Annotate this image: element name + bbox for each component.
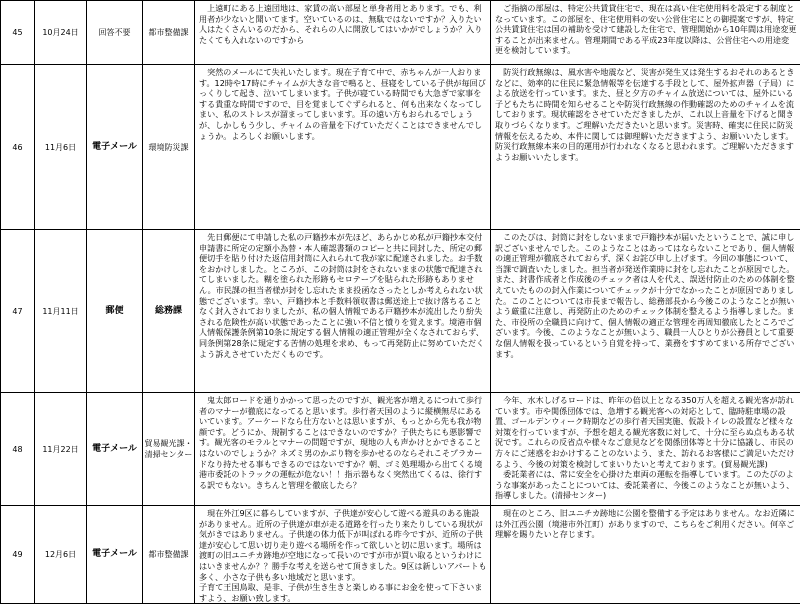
row-number: 49 — [1, 506, 35, 604]
row-opinion: 先日郵便にて申請した私の戸籍抄本が先ほど、あらかじめ私が戸籍抄本交付申請書に所定の定額小為替・本人確認書類のコピーと共に同封した、所定の郵便切手を貼り付けた返信用封筒に入れられて我が家に配達されました。お手数をおかけしました。ところが、この封筒は封をされないままの状態で配達されてしまいました。糊を塗られた形跡もセロテープを貼られた形跡もありません。市民課の担当者様が封をし忘れたまま投函なさったとしか考えられない状態でございます。幸い、戸籍抄本と手数料領収書は郵送途上で抜け落ちることなく封入されておりましたが、私の個人情報である戸籍抄本が流出したり紛失される危険性が高い状態であったことに強い不信と憤りを覚えます。境港市個人情報保護条例第10条に規定する個人情報の適正管理が全くなされておらず、同条例第28条に規定する苦情の処理を求め、もって再発防止に努めていただくよう訴えさせていただくものです。 — [195, 230, 491, 393]
table-row — [1, 230, 800, 393]
table-row — [1, 1, 800, 65]
row-number: 45 — [1, 1, 35, 65]
row-number: 48 — [1, 393, 35, 506]
row-method: 電子メール — [87, 393, 143, 506]
row-opinion: 現在外江9区に暮らしていますが、子供達が安心して遊べる遊具のある施設がありません。近所の子供達が車が走る道路を行ったり来たりしている現状が気がきではありません。子供達の体力低下が叫ばれる昨今ですが、近所の子供達が安心して思い切り走り遊べる場所を作って欲しいと切に思います。場所は渡町の旧ユニチカ跡地が空地になって長いのですが市が買い取るというわけにはいきませんか？？勝手な考えを送らせて頂きました。9区は新しいアパートも多く、小さな子供も多い地域だと思います。 子育て王国鳥取、是非、子供が生き生きと楽しめる事にお金を使って下さいますよう、お願い致します。 — [195, 506, 491, 604]
table-row — [1, 65, 800, 230]
row-reply: ご指摘の部屋は、特定公共賃貸住宅で、現在は高い住宅使用料を設定する制度となっています。この部屋を、住宅使用料の安い公営住宅にとの御提案ですが、特定公共賃貸住宅は国の補助を受けて建設した住宅で、管理開始から10年間は用途変更することが出来ません。管理期間である平成23年度以降は、公営住宅への用途変更を検討しています。 — [491, 1, 800, 65]
row-method: 回答不要 — [87, 1, 143, 65]
row-reply: 今年、水木しげるロードは、昨年の倍以上となる350万人を超える観光客が訪れています。市や関係団体では、急増する観光客への対応として、臨時駐車場の設置、ゴールデンウィーク時期などの歩行者天国実施、仮設トイレの設置など様々な対策を行っていますが、予想を超える観光客数に対して、十分に至らぬ点もある状況です。これらの反省点や様々なご意見などを関係団体等と十分に協議し、市民の方々にご迷惑をおかけすることのないよう、また、訪れるお客様にご満足いただけるよう、今後の対策を検討してまいりたいと考えております。(貿易観光課) 委託業者には、常に安全を心掛けた車両の運転を指導しています。このたびのような事案があったことについては、委託業者に、今後このようなことが無いよう、指導しました。(清掃センター) — [491, 393, 800, 506]
row-department: 総務課 — [143, 230, 195, 393]
row-department: 環境防災課 — [143, 65, 195, 230]
row-reply: 防災行政無線は、風水害や地震など、災害が発生又は発生するおそれのあるときなどに、効率的に住民に緊急情報等を伝達する手段として、屋外拡声器（子局）による放送を行っています。また、昼と夕方のチャイム放送については、屋外にいる子どもたちに時間を知らせることや防災行政無線の作動確認のためのチャイムを流しております。現状確認をさせていただきましたが、これ以上音量を下げると聞き取りづらくなります。ご理解いただきたいと思います。災害時、確実に住民に防災情報を伝えるため、本件に関しては御理解いただきますよう、お願いいたします。防災行政無線本来の目的運用が行われなくなると思われます。ご理解いただきますようお願いいたします。 — [491, 65, 800, 230]
row-opinion: 鬼太郎ロードを通りかかって思ったのですが、観光客が増えるにつれて歩行者のマナーが徹底になってると思います。歩行者天国のように縦横無尽にあるいています。アーケードなら仕方ないとは思いますが、もっとから先も我が物顔です。どうにか、規制することはできないのですか？子供たちにも悪影響です。観光客のモラルとマナーの問題ですが、現地の人も声かけとかできることはないのでしょうか？ネズミ男のかぶり物を歩かせるのならそれこそプラカードなり持たせる事もできるのではないですか？朝、ゴミ処理場から出てくる境港市委託のトラックの運転が危ない！！指示器もなく突然出てくるは、徐行する訳でもない。きちんと管理を徹底したら？ — [195, 393, 491, 506]
row-department: 貿易観光課・清掃センター — [143, 393, 195, 506]
row-date: 10月24日 — [35, 1, 87, 65]
row-date: 11月11日 — [35, 230, 87, 393]
row-number: 47 — [1, 230, 35, 393]
row-method: 電子メール — [87, 65, 143, 230]
row-opinion: 突然のメールにて失礼いたします。現在子育て中で、赤ちゃんが一人おります。12時や17時にチャイムが大きな音で鳴ると、昼寝をしている子供が毎回びっくりして起き、泣いてしまいます。子供が寝ている時間でも大急ぎで家事をする貴重な時間ですので、目を覚ましてぐずられると、何も出来なくなってしまい、私のストレスが溜まってしまいます。耳の遠い方もおられるでしょうが、しかしもう少し、チャイムの音量を下げていただくことはできませんでしょうか。よろしくお願いします。 — [195, 65, 491, 230]
table-row — [1, 393, 800, 506]
row-reply: このたびは、封筒に封をしないままで戸籍抄本が届いたということで、誠に申し訳ございませんでした。このようなことはあってはならないことであり、個人情報の適正管理が徹底されておらず、深くお詫び申し上げます。今回の事態について、当課で調査いたしました。担当者が発送作業時に封をし忘れたことが原因でした。また、封書作成者と作成後のチェック者は人を代え、誤送付防止のための体制を整えていたものの封入作業についてチェックが十分でなかったことが原因でありました。このことについては市長まで報告し、総務部長から今後このようなことが無いよう厳重に注意し、再発防止のためのチェック体制を整えるよう指導しました。また、市役所の全職員に向けて、個人情報の適正な管理を再周知徹底したところでございます。今後、このようなことが無いよう、職員一人ひとりが公務員として重要な個人情報を扱っているという自覚を持って、業務をすすめてまいる所存でございます。 — [491, 230, 800, 393]
row-method: 郵便 — [87, 230, 143, 393]
row-method: 電子メール — [87, 506, 143, 604]
table-row — [1, 506, 800, 604]
row-opinion: 上遠町にある上遠団地は、家賃の高い部屋と単身者用とあります。でも、利用者が少ないと聞いてます。空いているのは、無駄ではないですか？入りたい人はたくさんいるのだから、それらの人に開放してはいかがでしょうか？入りたくても入れないのですから — [195, 1, 491, 65]
row-date: 12月6日 — [35, 506, 87, 604]
row-reply: 現在のところ、旧ユニチカ跡地に公園を整備する予定はありません。なお近隣には外江西公園（境港市外江町）がありますので、こちらをご利用ください。何卒ご理解を賜りたいと存じます。 — [491, 506, 800, 604]
row-date: 11月6日 — [35, 65, 87, 230]
row-number: 46 — [1, 65, 35, 230]
row-date: 11月22日 — [35, 393, 87, 506]
row-department: 都市整備課 — [143, 506, 195, 604]
row-department: 都市整備課 — [143, 1, 195, 65]
